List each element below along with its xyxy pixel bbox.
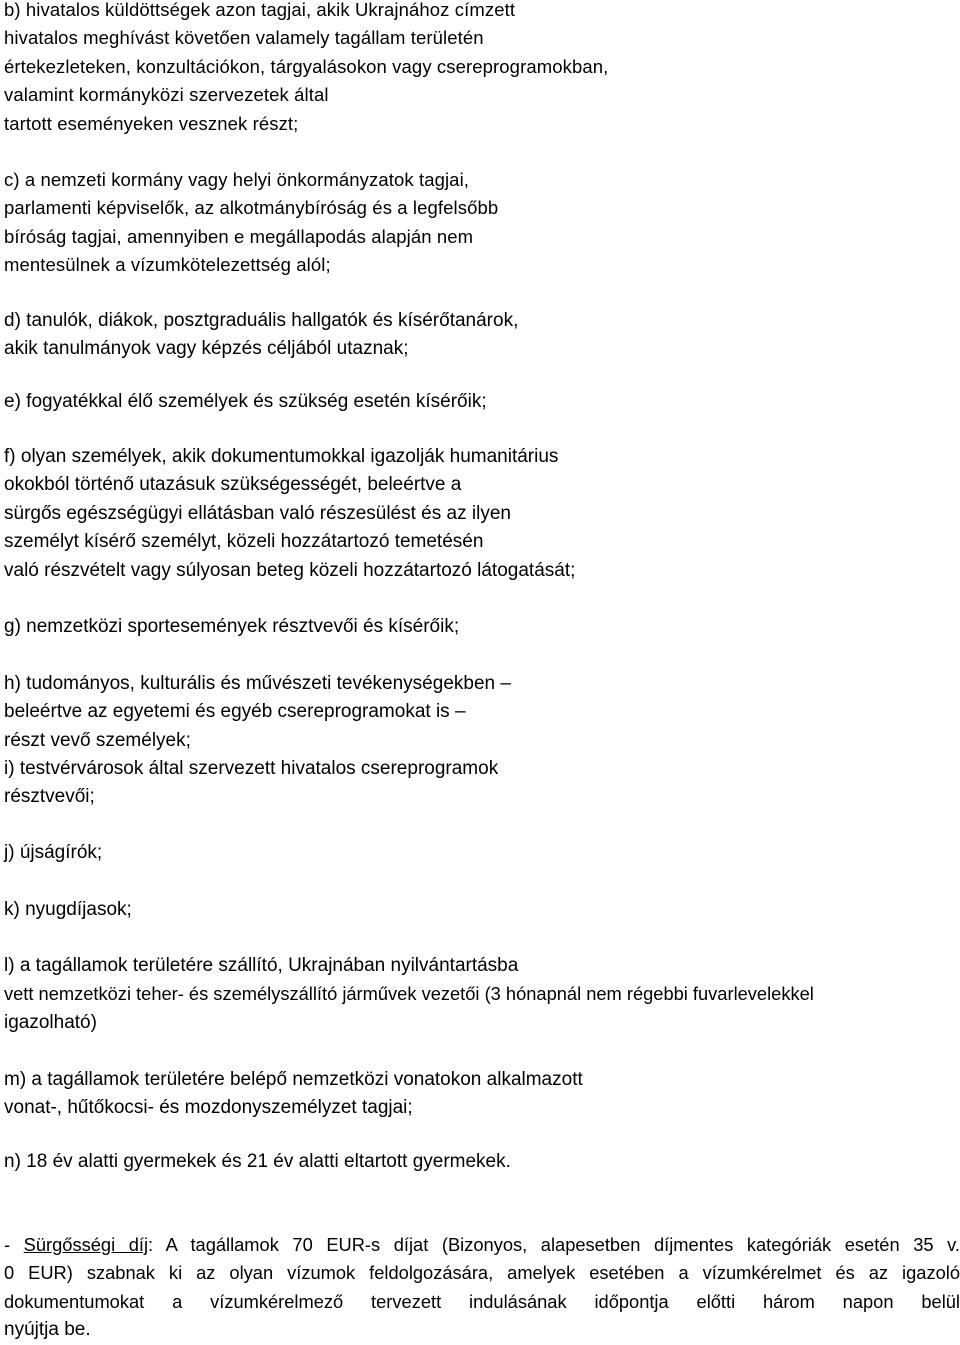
item-h-line: részt vevő személyek; [4, 729, 191, 751]
item-l-line: vett nemzetközi teher- és személyszállító járművek vezetői (3 hónapnál nem régebbi fuvarlevelekkel [4, 983, 814, 1005]
item-f-line: sürgős egészségügyi ellátásban való részesülést és az ilyen [4, 502, 511, 524]
urgent-fee-line-4: nyújtja be. [4, 1319, 91, 1341]
item-f-line: személyt kísérő személyt, közeli hozzátartozó temetésén [4, 531, 484, 553]
item-i-line: résztvevői; [4, 786, 95, 808]
item-l-line: l) a tagállamok területére szállító, Ukrajnában nyilvántartásba [4, 955, 519, 976]
item-n [4, 1148, 511, 1176]
item-f [4, 443, 575, 585]
item-d-line: d) tanulók, diákok, posztgraduális hallgatók és kísérőtanárok, [4, 310, 519, 331]
item-l-line: igazolható) [4, 1011, 97, 1033]
item-g-line: g) nemzetközi sportesemények résztvevői és kísérőik; [4, 616, 460, 637]
item-e-line: e) fogyatékkal élő személyek és szükség esetén kísérőik; [4, 391, 487, 412]
item-h [4, 670, 511, 755]
urgent-fee-line-1 [4, 1231, 960, 1259]
item-b [4, 0, 608, 138]
item-c [4, 166, 498, 280]
item-d-line: akik tanulmányok vagy képzés céljából utaznak; [4, 338, 409, 360]
item-j [4, 839, 102, 867]
item-n-line: n) 18 év alatti gyermekek és 21 év alatti eltartott gyermekek. [4, 1151, 511, 1172]
item-m-line: m) a tagállamok területére belépő nemzetközi vonatokon alkalmazott [4, 1069, 583, 1090]
item-k [4, 896, 132, 924]
item-m-line: vonat-, hűtőkocsi- és mozdonyszemélyzet tagjai; [4, 1097, 413, 1119]
urgent-fee-line-1-text: : A tagállamok 70 EUR-s díjat (Bizonyos, alapesetben díjmentes kategóriák esetén 35 v. [148, 1234, 960, 1255]
item-l [4, 952, 814, 1037]
item-i-line: i) testvérvárosok által szervezett hivatalos csereprogramok [4, 758, 499, 779]
item-c-line: parlamenti képviselők, az alkotmánybíróság és a legfelsőbb [4, 197, 499, 219]
urgent-fee-paragraph [4, 1231, 960, 1345]
item-h-line: h) tudományos, kulturális és művészeti tevékenységekben – [4, 673, 511, 694]
item-e [4, 388, 487, 416]
item-j-line: j) újságírók; [4, 842, 103, 863]
item-d [4, 307, 518, 364]
item-m [4, 1066, 583, 1123]
item-b-line: hivatalos meghívást követően valamely tagállam területén [4, 27, 484, 49]
item-b-line: értekezleteken, konzultációkon, tárgyalásokon vagy csereprogramokban, [4, 55, 609, 77]
item-f-line: f) olyan személyek, akik dokumentumokkal igazolják humanitárius [4, 446, 559, 467]
item-b-line: tartott eseményeken vesznek részt; [4, 112, 299, 134]
urgent-fee-line-3: dokumentumokat a vízumkérelmező tervezett indulásának időpontja előtti három napon belül [4, 1290, 960, 1312]
item-k-line: k) nyugdíjasok; [4, 899, 132, 920]
item-c-line: mentesülnek a vízumkötelezettség alól; [4, 254, 331, 276]
item-g [4, 613, 459, 641]
item-b-line: b) hivatalos küldöttségek azon tagjai, akik Ukrajnához címzett [4, 0, 516, 20]
item-c-line: bíróság tagjai, amennyiben e megállapodás alapján nem [4, 225, 474, 247]
urgent-fee-label: Sürgősségi díj [23, 1234, 149, 1255]
item-h-line: beleértve az egyetemi és egyéb csereprogramokat is – [4, 701, 466, 723]
item-f-line: való részvételt vagy súlyosan beteg közeli hozzátartozó látogatását; [4, 559, 576, 581]
urgent-fee-line-2: 0 EUR) szabnak ki az olyan vízumok feldolgozására, amelyek esetében a vízumkérelmet és az igazoló [4, 1262, 960, 1284]
urgent-fee-dash: - [4, 1234, 24, 1255]
item-f-line: okokból történő utazásuk szükségességét, beleértve a [4, 474, 462, 496]
item-c-line: c) a nemzeti kormány vagy helyi önkormányzatok tagjai, [4, 169, 470, 190]
item-b-line: valamint kormányközi szervezetek által [4, 84, 329, 106]
item-i [4, 755, 498, 812]
